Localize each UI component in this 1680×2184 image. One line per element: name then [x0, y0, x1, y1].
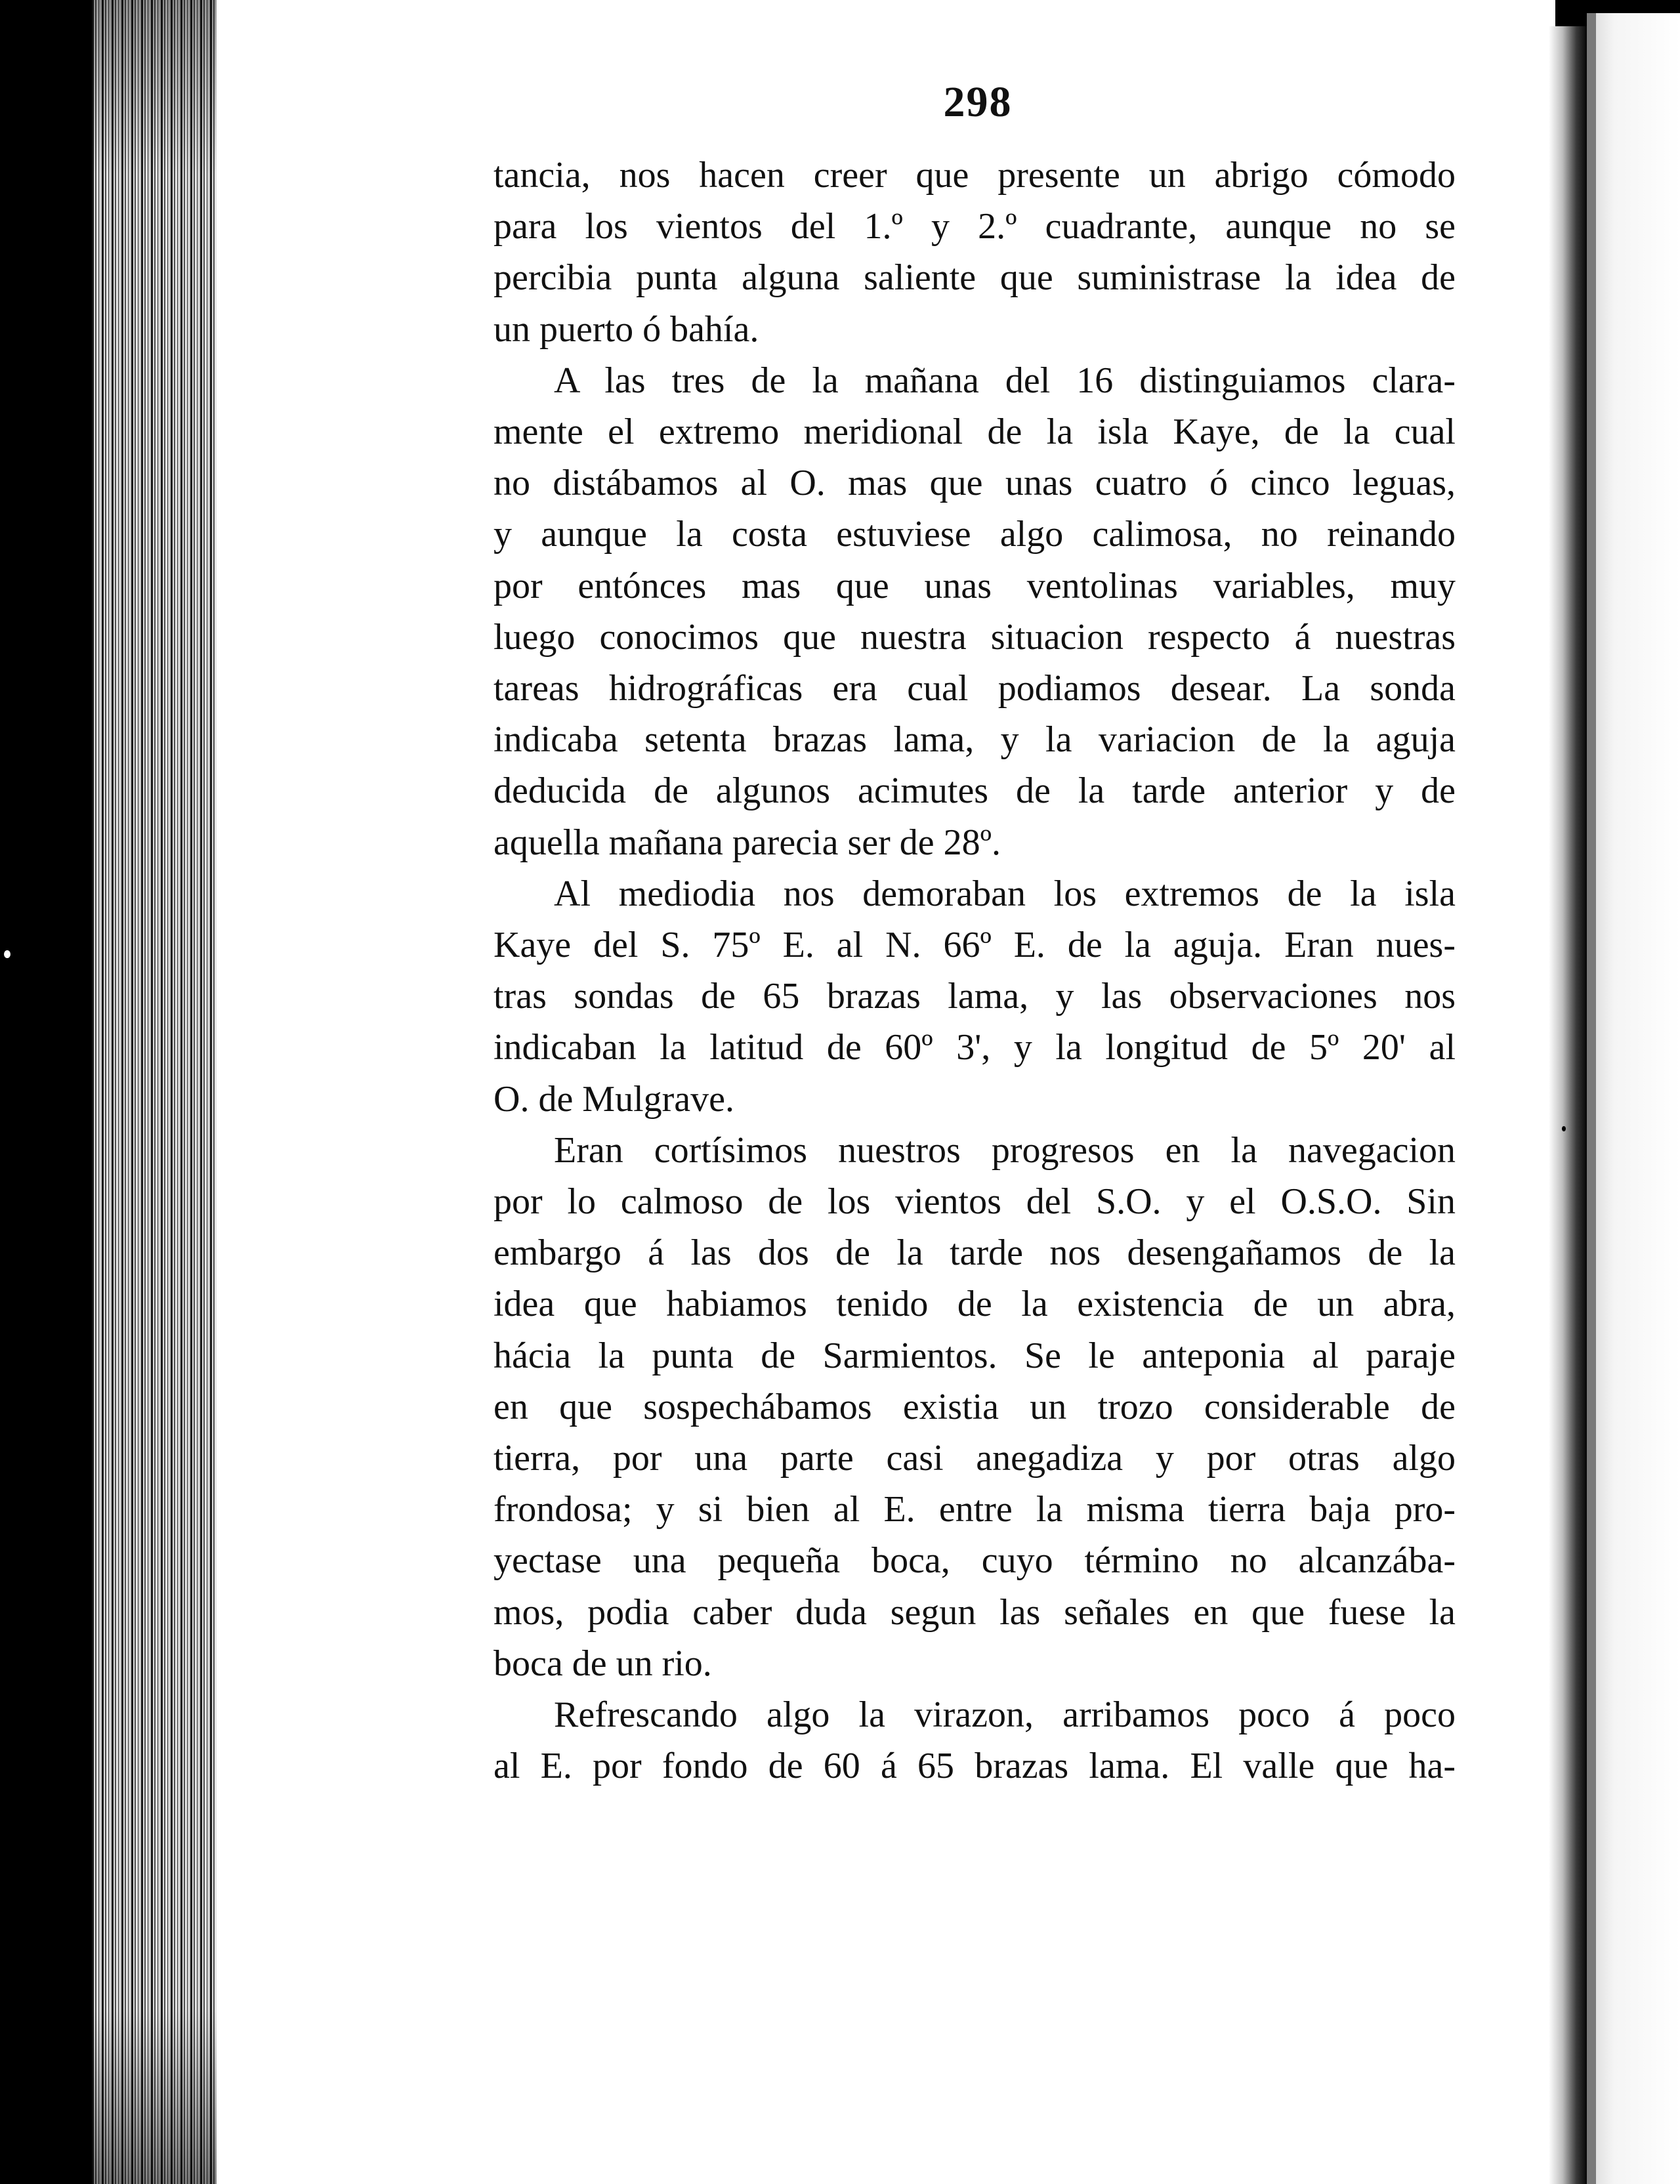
- body-text: [494, 150, 1456, 1792]
- text-line: para los vientos del 1.º y 2.º cuadrante, aunque no se: [494, 206, 1456, 247]
- text-line: tancia, nos hacen creer que presente un abrigo cómodo: [494, 155, 1456, 196]
- text-line: boca de un rio.: [494, 1643, 712, 1684]
- text-line: indicaba setenta brazas lama, y la variacion de la aguja: [494, 719, 1456, 761]
- book-page-edges: [92, 0, 223, 2184]
- text-line: en que sospechábamos existia un trozo considerable de: [494, 1386, 1456, 1427]
- book-gutter: [1549, 26, 1588, 2184]
- text-line: Eran cortísimos nuestros progresos en la navegacion: [554, 1129, 1456, 1171]
- text-line: percibia punta alguna saliente que suministrase la idea de: [494, 257, 1456, 299]
- text-line: deducida de algunos acimutes de la tarde anterior y de: [494, 770, 1456, 812]
- text-line: indicaban la latitud de 60º 3', y la longitud de 5º 20' al: [494, 1027, 1456, 1068]
- paragraph-5: [494, 1689, 1456, 1792]
- text-line: luego conocimos que nuestra situacion respecto á nuestras: [494, 616, 1456, 658]
- text-line: mos, podia caber duda segun las señales en que fuese la: [494, 1591, 1456, 1633]
- text-line: por lo calmoso de los vientos del S.O. y el O.S.O. Sin: [494, 1181, 1456, 1223]
- text-line: no distábamos al O. mas que unas cuatro ó cinco leguas,: [494, 463, 1456, 504]
- text-line: Kaye del S. 75º E. al N. 66º E. de la aguja. Eran nues-: [494, 925, 1456, 966]
- text-line: hácia la punta de Sarmientos. Se le anteponia al paraje: [494, 1335, 1456, 1376]
- page-number: 298: [943, 78, 1013, 126]
- text-line: A las tres de la mañana del 16 distinguiamos clara-: [554, 360, 1456, 401]
- text-line: y aunque la costa estuviese algo calimosa, no reinando: [494, 514, 1456, 555]
- paragraph-1: [494, 150, 1456, 355]
- text-line: por entónces mas que unas ventolinas variables, muy: [494, 565, 1456, 606]
- paragraph-4: [494, 1125, 1456, 1689]
- text-line: tareas hidrográficas era cual podiamos desear. La sonda: [494, 668, 1456, 709]
- text-line: embargo á las dos de la tarde nos desengañamos de la: [494, 1232, 1456, 1274]
- text-line: idea que habiamos tenido de la existencia de un abra,: [494, 1284, 1456, 1325]
- text-line: O. de Mulgrave.: [494, 1078, 735, 1120]
- text-line: tras sondas de 65 brazas lama, y las observaciones nos: [494, 976, 1456, 1017]
- text-line: mente el extremo meridional de la isla Kaye, de la cual: [494, 411, 1456, 453]
- text-line: Al mediodia nos demoraban los extremos de la isla: [554, 873, 1456, 914]
- paragraph-3: [494, 868, 1456, 1125]
- text-line: Refrescando algo la virazon, arribamos poco á poco: [554, 1694, 1456, 1736]
- scan-speck: [1562, 1126, 1566, 1131]
- text-line: al E. por fondo de 60 á 65 brazas lama. El valle que ha-: [494, 1746, 1456, 1787]
- text-line: aquella mañana parecia ser de 28º.: [494, 822, 1001, 863]
- paragraph-2: [494, 355, 1456, 868]
- facing-page-edge: [1587, 13, 1680, 2184]
- text-line: yectase una pequeña boca, cuyo término no alcanzába-: [494, 1540, 1456, 1582]
- scan-speck: [4, 950, 10, 958]
- text-line: tierra, por una parte casi anegadiza y por otras algo: [494, 1438, 1456, 1479]
- text-line: frondosa; y si bien al E. entre la misma tierra baja pro-: [494, 1489, 1456, 1530]
- text-line: un puerto ó bahía.: [494, 308, 759, 350]
